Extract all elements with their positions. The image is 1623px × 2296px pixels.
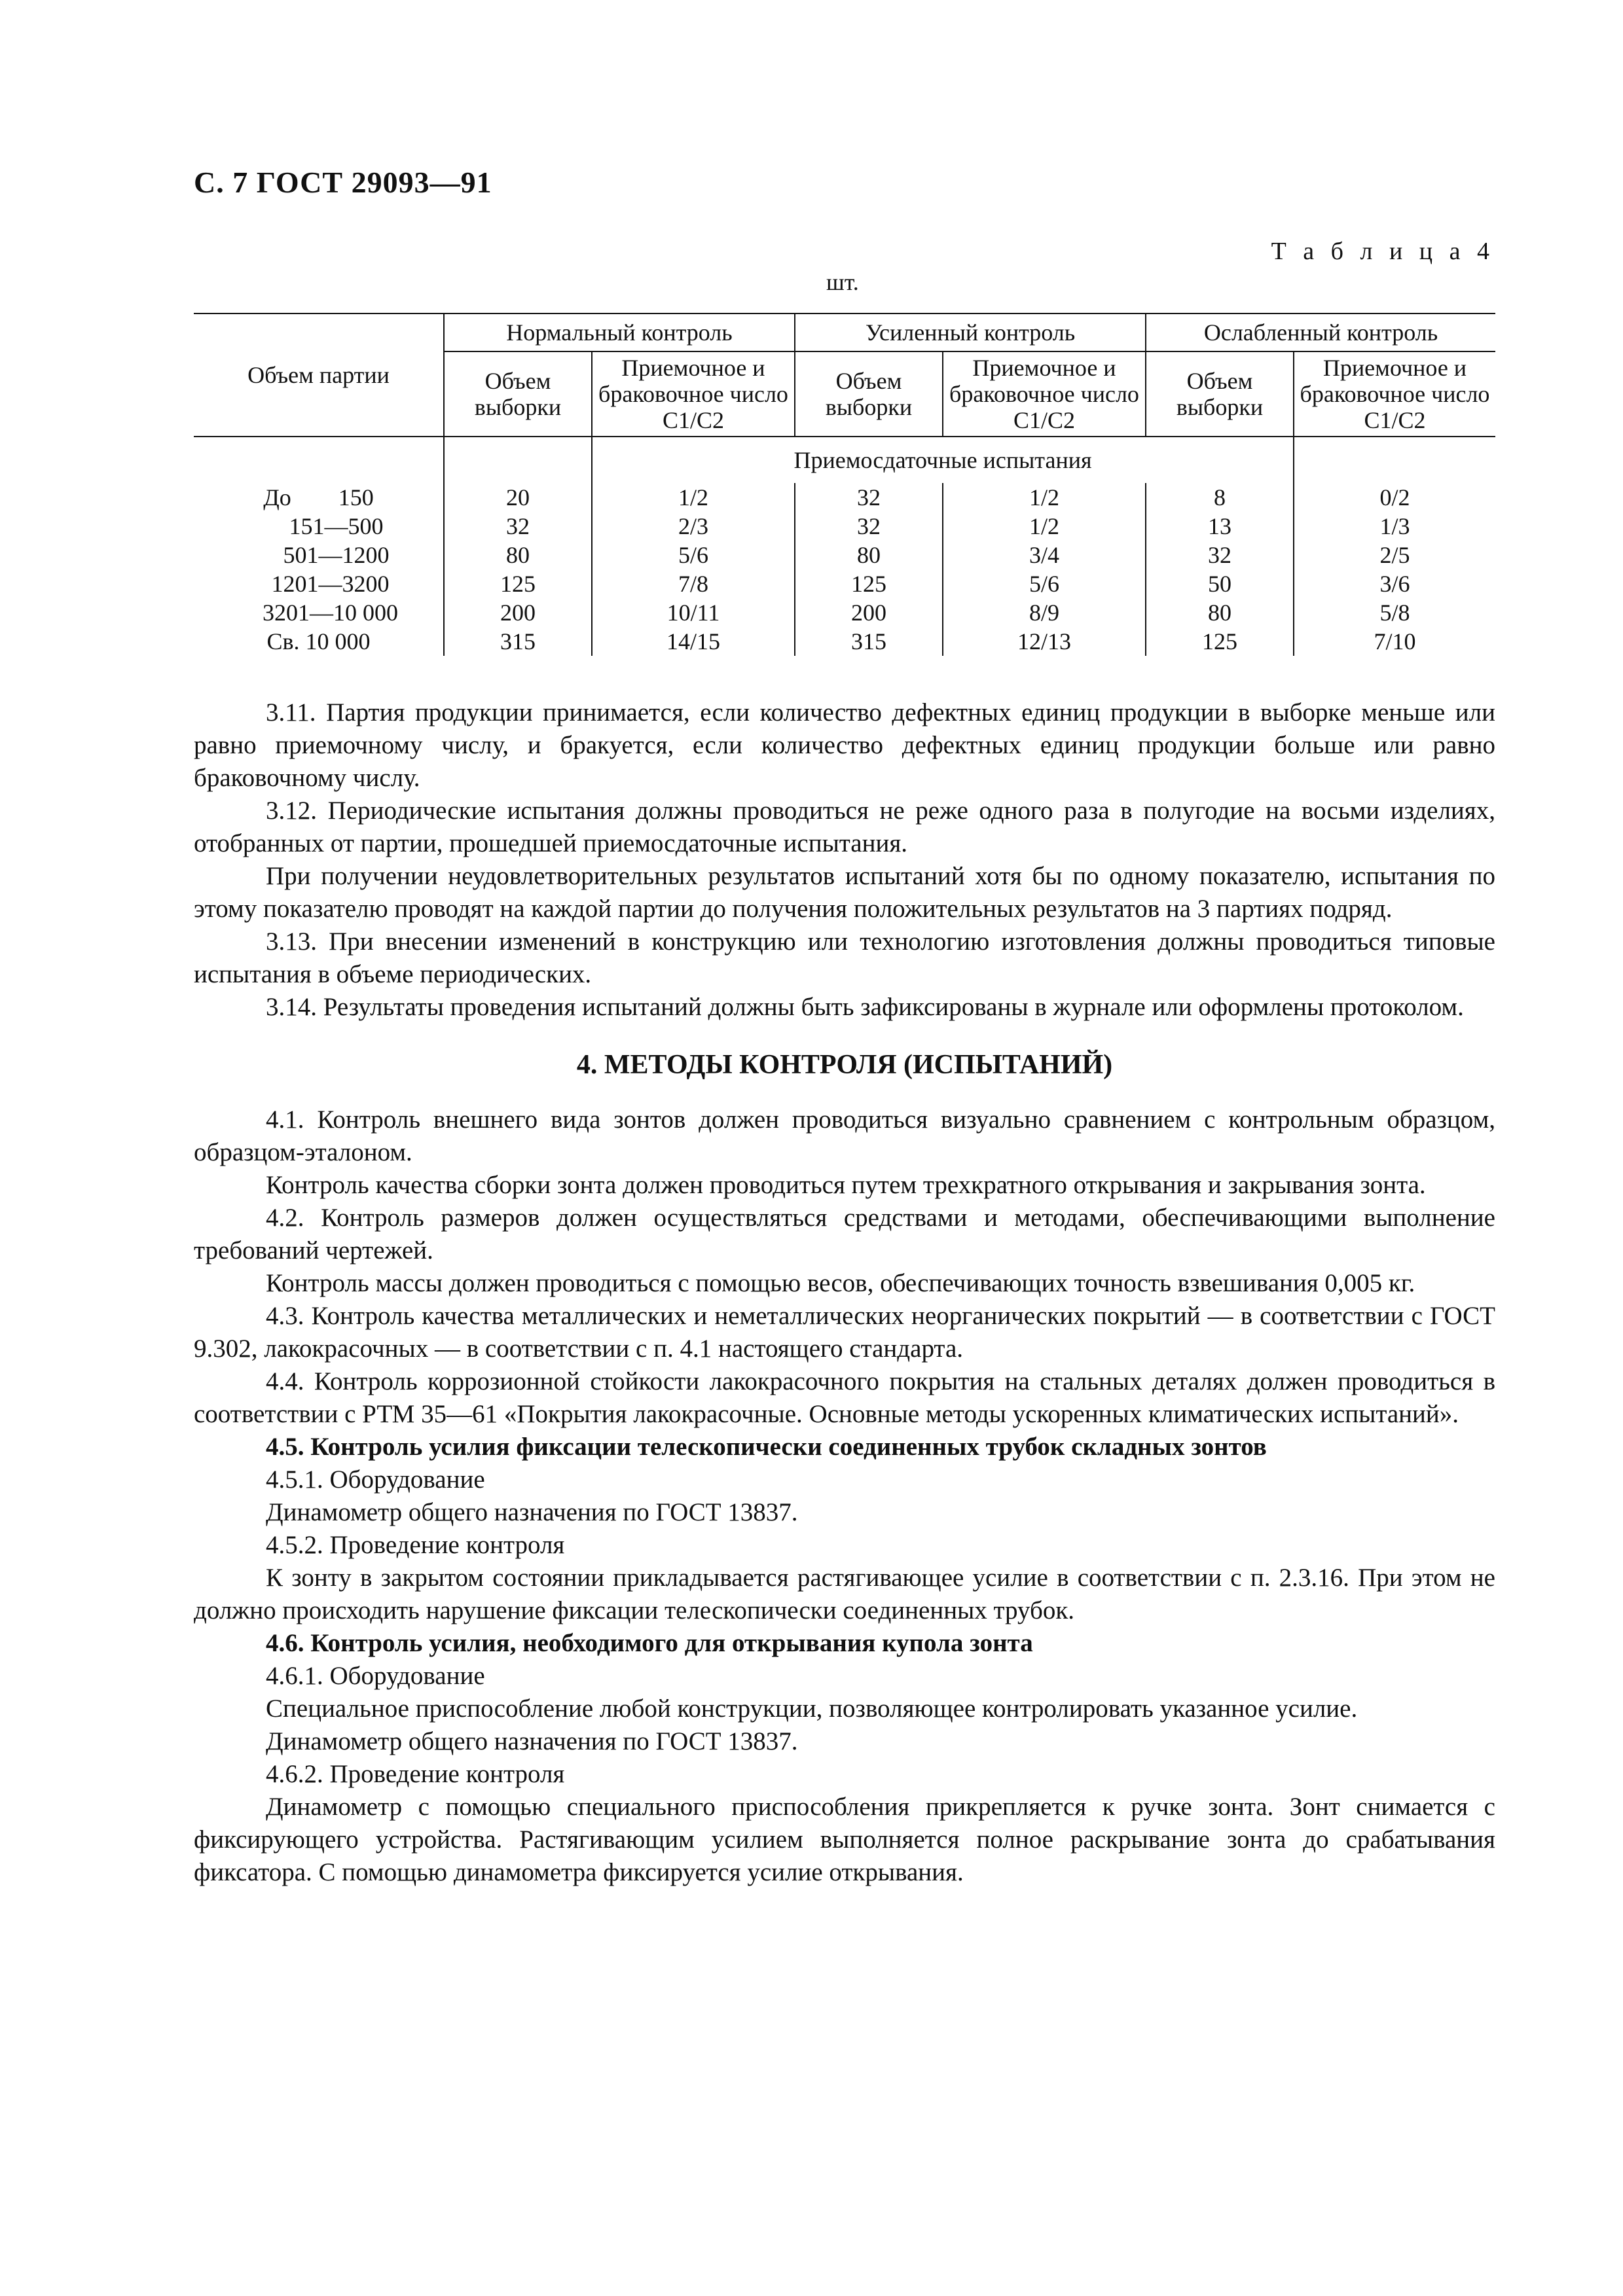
body-text (194, 696, 1495, 1889)
page-header: С. 7 ГОСТ 29093—91 (194, 166, 492, 199)
section-heading-4: 4. МЕТОДЫ КОНТРОЛЯ (ИСПЫТАНИЙ) (576, 1050, 1113, 1080)
table-cell: 200 (444, 598, 592, 627)
sub-sample: Объем выборки (795, 351, 943, 437)
table-cell: 32 (444, 512, 592, 541)
table-row (194, 483, 1495, 512)
table-cell: 32 (1146, 541, 1294, 569)
table-cell: 8 (1146, 483, 1294, 512)
table-cell: 1/3 (1294, 512, 1495, 541)
para-3-12: 3.12. Периодические испытания должны проводиться не реже одного раза в полугодие на восьми изделиях, отобранных от партии, прошедшей приемосдаточные испытания. (194, 797, 1495, 857)
table-cell: 80 (795, 541, 943, 569)
col-batch-header: Объем партии (194, 314, 444, 437)
table-cell: 10/11 (592, 598, 795, 627)
para-4-6-1c: Динамометр общего назначения по ГОСТ 13837. (266, 1727, 798, 1755)
table-unit: шт. (826, 269, 859, 295)
para-4-6-1: 4.6.1. Оборудование (266, 1662, 485, 1690)
para-3-13: 3.13. При внесении изменений в конструкцию или технологию изготовления должны проводиться типовые испытания в объеме периодических. (194, 927, 1495, 988)
batch-size-cell: 1201—3200 (247, 570, 390, 597)
sub-accept: Приемочное и браковочное число C1/C2 (592, 351, 795, 437)
para-4-5-2: 4.5.2. Проведение контроля (266, 1531, 565, 1559)
sub-sample: Объем выборки (444, 351, 592, 437)
table-row (194, 598, 1495, 627)
para-4-1b: Контроль качества сборки зонта должен проводиться путем трехкратного открывания и закрывания зонта. (266, 1171, 1426, 1199)
table-cell: 14/15 (592, 627, 795, 656)
table-cell: 13 (1146, 512, 1294, 541)
para-4-5-1b: Динамометр общего назначения по ГОСТ 13837. (266, 1498, 798, 1526)
table-cell: 1/2 (943, 512, 1146, 541)
table-row (194, 541, 1495, 569)
batch-size-cell: Св. 10 000 (266, 628, 371, 655)
para-3-14: 3.14. Результаты проведения испытаний должны быть зафиксированы в журнале или оформлены протоколом. (266, 993, 1464, 1021)
group-normal: Нормальный контроль (444, 314, 795, 351)
table-cell: 7/10 (1294, 627, 1495, 656)
table-cell: 3/4 (943, 541, 1146, 569)
para-4-1: 4.1. Контроль внешнего вида зонтов должен проводиться визуально сравнением с контрольным образцом, образцом-эталоном. (194, 1105, 1495, 1166)
sub-accept: Приемочное и браковочное число C1/C2 (1294, 351, 1495, 437)
table-row (194, 569, 1495, 598)
table-cell: 32 (795, 512, 943, 541)
batch-size-cell: 3201—10 000 (239, 599, 398, 626)
table-cell: 5/6 (592, 541, 795, 569)
table-cell: 7/8 (592, 569, 795, 598)
sub-sample: Объем выборки (1146, 351, 1294, 437)
table-cell: 125 (795, 569, 943, 598)
table-cell: 125 (444, 569, 592, 598)
table-cell: 80 (444, 541, 592, 569)
para-4-6-2b: Динамометр с помощью специального приспособления прикрепляется к ручке зонта. Зонт снимается с фиксирующего устройства. Растягивающим усилием выполняется полное раскрывание зонта до срабатывания фиксатора. С помощью динамометра фиксируется усилие открывания. (194, 1793, 1495, 1886)
group-reduced: Ослабленный контроль (1146, 314, 1495, 351)
para-4-6: 4.6. Контроль усилия, необходимого для открывания купола зонта (266, 1629, 1033, 1657)
table-caption: Т а б л и ц а 4 (1271, 238, 1495, 265)
table-cell: 3/6 (1294, 569, 1495, 598)
table-cell: 315 (795, 627, 943, 656)
table-cell: 200 (795, 598, 943, 627)
table-cell: 2/3 (592, 512, 795, 541)
table-cell: 1/2 (592, 483, 795, 512)
sub-accept: Приемочное и браковочное число C1/C2 (943, 351, 1146, 437)
table-cell: 50 (1146, 569, 1294, 598)
stage-label: Приемосдаточные испытания (592, 437, 1294, 483)
acceptance-table (194, 313, 1495, 656)
table-cell: 1/2 (943, 483, 1146, 512)
table-cell: 12/13 (943, 627, 1146, 656)
para-4-5: 4.5. Контроль усилия фиксации телескопически соединенных трубок складных зонтов (266, 1433, 1267, 1461)
table-cell: 5/8 (1294, 598, 1495, 627)
table-cell: 5/6 (943, 569, 1146, 598)
table-cell: 20 (444, 483, 592, 512)
para-4-4: 4.4. Контроль коррозионной стойкости лакокрасочного покрытия на стальных деталях должен проводиться в соответствии с РТМ 35—61 «Покрытия лакокрасочные. Основные методы ускоренных климатических испытаний». (194, 1367, 1495, 1428)
para-4-6-2: 4.6.2. Проведение контроля (266, 1760, 565, 1788)
table-cell: 125 (1146, 627, 1294, 656)
table-cell: 315 (444, 627, 592, 656)
para-4-2b: Контроль массы должен проводиться с помощью весов, обеспечивающих точность взвешивания 0,005 кг. (266, 1269, 1415, 1297)
para-4-6-1b: Специальное приспособление любой конструкции, позволяющее контролировать указанное усилие. (266, 1695, 1358, 1723)
para-4-5-2b: К зонту в закрытом состоянии прикладывается растягивающее усилие в соответствии с п. 2.3.16. При этом не должно происходить нарушение фиксации телескопически соединенных трубок. (194, 1564, 1495, 1624)
batch-size-cell: 501—1200 (247, 541, 390, 568)
para-3-12b: При получении неудовлетворительных результатов испытаний хотя бы по одному показателю, испытания по этому показателю проводят на каждой партии до получения положительных результатов на 3 партиях подряд. (194, 862, 1495, 923)
batch-size-cell: До 150 (263, 484, 374, 511)
para-4-3: 4.3. Контроль качества металлических и неметаллических неорганических покрытий — в соответствии с ГОСТ 9.302, лакокрасочных — в соответствии с п. 4.1 настоящего стандарта. (194, 1302, 1495, 1363)
group-tightened: Усиленный контроль (795, 314, 1146, 351)
table-row (194, 512, 1495, 541)
table-cell: 0/2 (1294, 483, 1495, 512)
table-row (194, 627, 1495, 656)
table-cell: 32 (795, 483, 943, 512)
para-4-2: 4.2. Контроль размеров должен осуществляться средствами и методами, обеспечивающими выполнение требований чертежей. (194, 1204, 1495, 1265)
table-cell: 80 (1146, 598, 1294, 627)
table-cell: 8/9 (943, 598, 1146, 627)
batch-size-cell: 151—500 (253, 512, 384, 539)
para-3-11: 3.11. Партия продукции принимается, если количество дефектных единиц продукции в выборке меньше или равно приемочному числу, и бракуется, если количество дефектных единиц продукции больше или равно браковочному числу. (194, 698, 1495, 792)
table-cell: 2/5 (1294, 541, 1495, 569)
para-4-5-1: 4.5.1. Оборудование (266, 1465, 485, 1494)
